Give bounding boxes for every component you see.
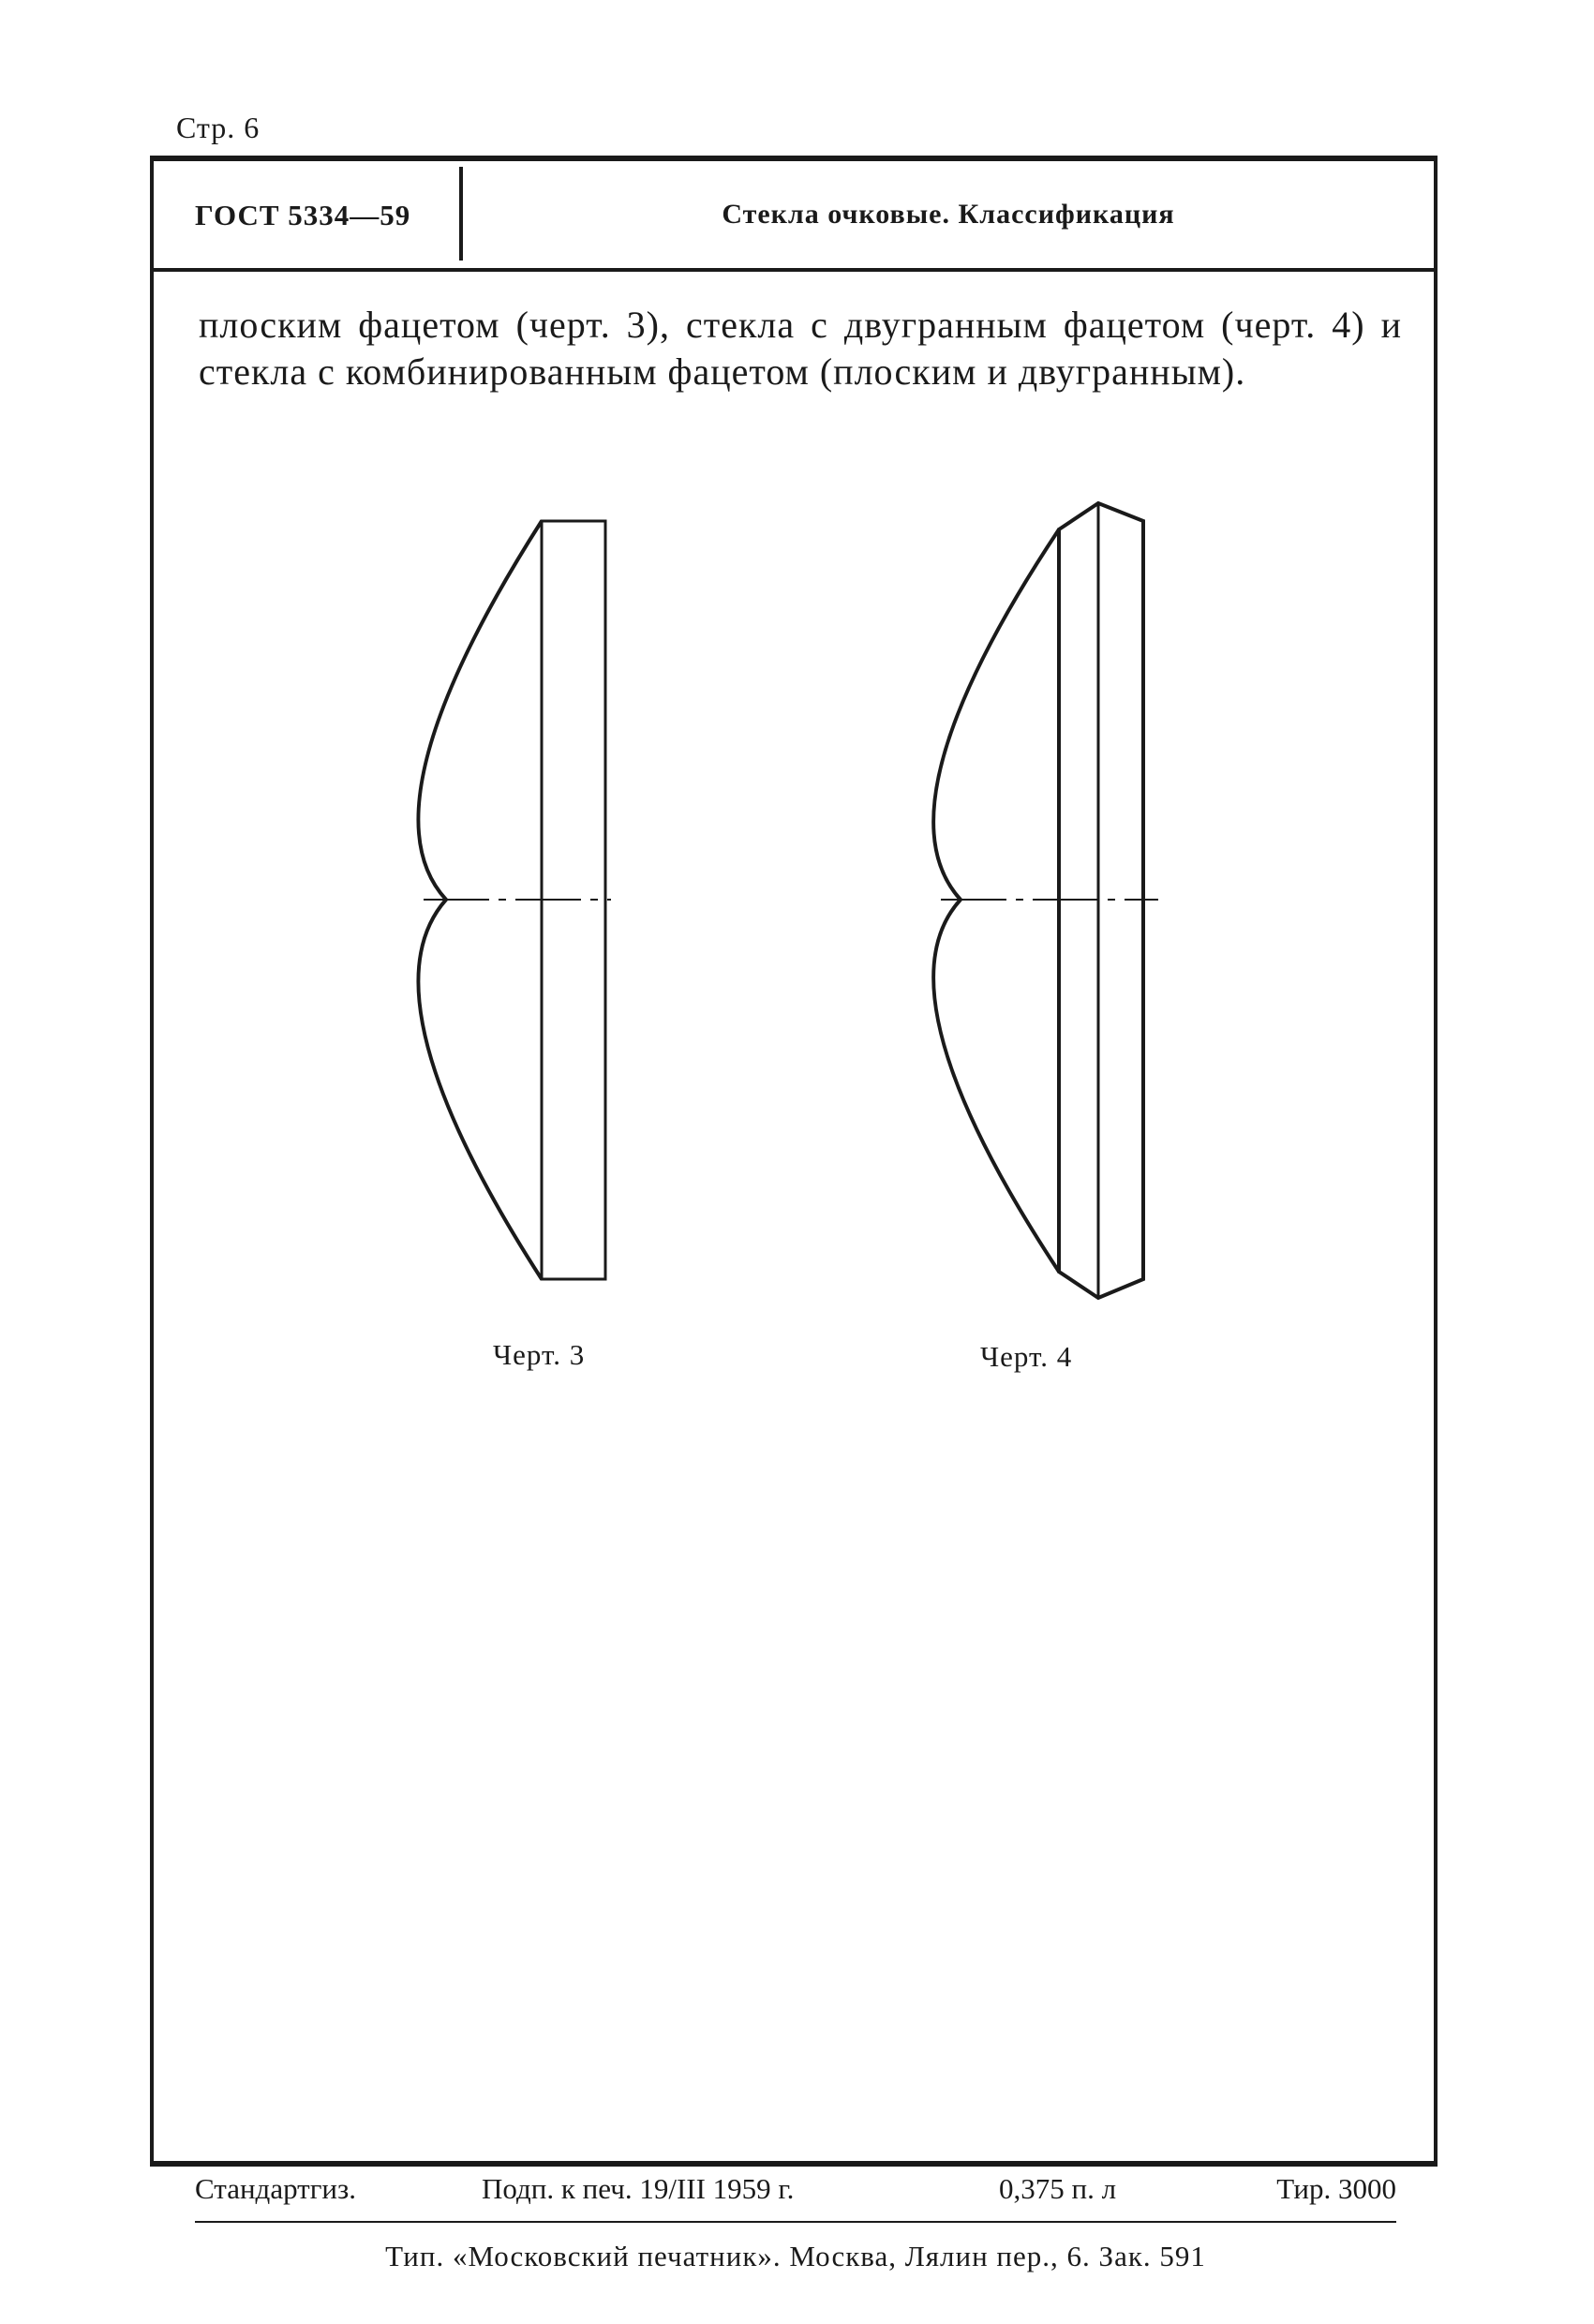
standard-title: Стекла очковые. Классификация bbox=[722, 199, 1175, 230]
figure-3-caption: Черт. 3 bbox=[493, 1338, 586, 1371]
printer-line: Тип. «Московский печатник». Москва, Лялин пер., 6. Зак. 591 bbox=[385, 2240, 1206, 2272]
publisher: Стандартгиз. bbox=[195, 2172, 357, 2205]
footer-rule bbox=[195, 2221, 1396, 2223]
page-frame bbox=[150, 156, 1438, 2167]
standard-header bbox=[154, 161, 1434, 272]
print-run: Тир. 3000 bbox=[1276, 2172, 1396, 2205]
body-paragraph: плоским фацетом (черт. 3), стекла с двугранным фацетом (черт. 4) и стекла с комбинированным фацетом (плоским и двугранным). bbox=[199, 304, 1402, 393]
imprint-line bbox=[195, 2172, 1396, 2212]
standard-code: ГОСТ 5334—59 bbox=[195, 199, 411, 231]
sheet-volume: 0,375 п. л bbox=[999, 2172, 1117, 2205]
figure-4-caption: Черт. 4 bbox=[980, 1340, 1073, 1373]
page-number: Стр. 6 bbox=[176, 111, 261, 144]
signed-to-print: Подп. к печ. 19/III 1959 г. bbox=[482, 2172, 795, 2205]
